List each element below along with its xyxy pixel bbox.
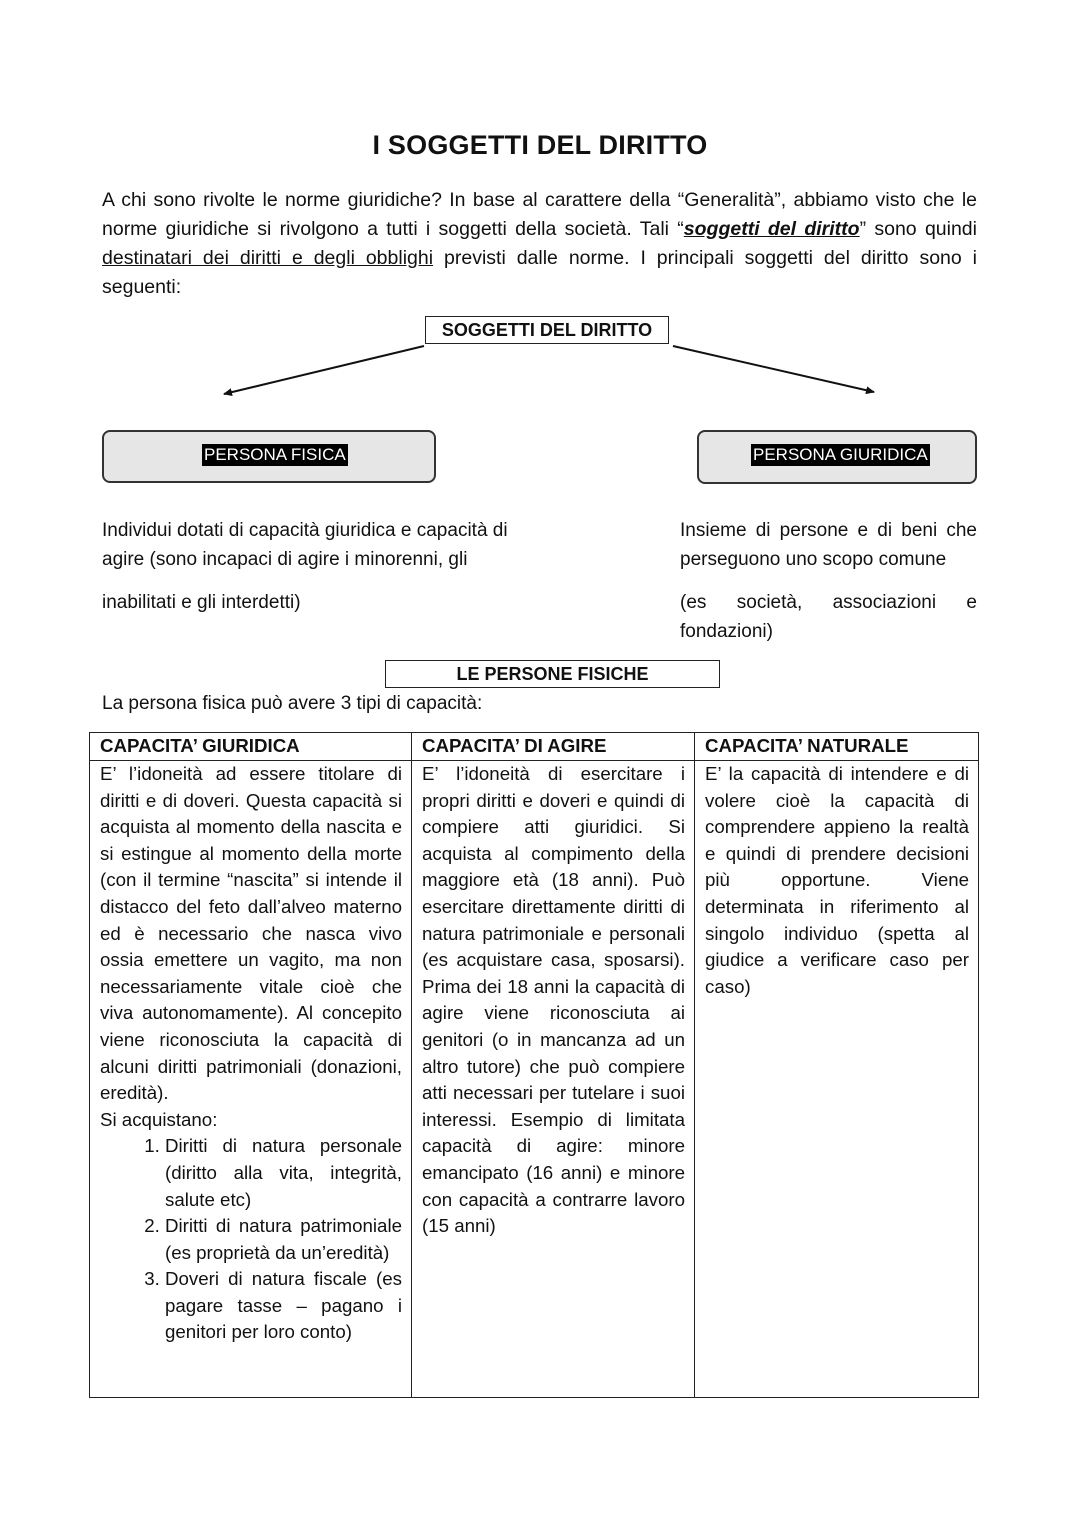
arrow-left — [224, 346, 424, 394]
intro-text-1: A chi sono rivolte le norme giuridiche? In base al carattere della “Generalità”, abbiamo visto che le norme giuridiche si rivolgono a tutti i soggetti della società. Tali “ — [102, 189, 977, 240]
persona-giuridica-desc-2: (es società, associazioni e fondazioni) — [680, 592, 977, 642]
table-row — [90, 761, 979, 1398]
cell-capacita-di-agire — [412, 761, 695, 1398]
list-item: 3. Doveri di natura fiscale (es pagare tasse – pagano i genitori per loro conto) — [165, 1266, 402, 1346]
list-item: 1. Diritti di natura personale (diritto alla vita, integrità, salute etc) — [165, 1133, 402, 1213]
section-title: LE PERSONE FISICHE — [456, 664, 649, 684]
capacita-naturale-text: E’ la capacità di intendere e di volere cioè la capacità di comprendere appieno la realtà e quindi di prendere decisioni più opportune. Viene determinata in riferimento al singolo individuo (spetta al giudice a verificare caso per caso) — [705, 763, 969, 997]
persona-giuridica-box — [697, 430, 977, 484]
table-header-row — [90, 733, 979, 761]
intro-text-3: previsti dalle norme. I principali soggetti del diritto sono i seguenti: — [102, 247, 977, 298]
header-capacita-giuridica: CAPACITA’ GIURIDICA — [90, 733, 412, 761]
page-title: I SOGGETTI DEL DIRITTO — [372, 130, 708, 160]
intro-text-2: ” sono quindi — [859, 218, 977, 240]
diagram-root-label: SOGGETTI DEL DIRITTO — [441, 320, 653, 340]
header-capacita-naturale: CAPACITA’ NATURALE — [695, 733, 979, 761]
capacita-giuridica-lead: Si acquistano: — [100, 1108, 218, 1130]
section-title-box — [385, 660, 720, 688]
section-subtitle: La persona fisica può avere 3 tipi di capacità: — [102, 693, 483, 714]
capacita-giuridica-list — [100, 1133, 402, 1346]
persona-fisica-box — [102, 430, 436, 483]
intro-emphasis: soggetti del diritto — [683, 218, 860, 240]
persona-fisica-desc-1: Individui dotati di capacità giuridica e capacità di agire (sono incapaci di agire i minorenni, gli — [102, 520, 508, 570]
capacity-table — [89, 732, 979, 1398]
cell-capacita-giuridica — [90, 761, 412, 1398]
list-item: 2. Diritti di natura patrimoniale (es proprietà da un’eredità) — [165, 1213, 402, 1266]
cell-capacita-naturale — [695, 761, 979, 1398]
diagram-arrows — [0, 0, 1080, 420]
intro-underlined: destinatari dei diritti e degli obblighi — [102, 247, 434, 269]
arrow-right — [673, 346, 874, 392]
persona-giuridica-label: PERSONA GIURIDICA — [753, 445, 928, 464]
persona-fisica-label: PERSONA FISICA — [204, 445, 346, 464]
capacita-giuridica-text: E’ l’idoneità ad essere titolare di diritti e di doveri. Questa capacità si acquista al momento della nascita e si estingue al momento della morte (con il termine “nascita” si intende il distacco del feto dall’alveo materno ed è necessario che nasca vivo ossia emettere un vagito, ma non necessariamente vitale cioè che viva autonomamente). Al concepito viene riconosciuta la capacità di alcuni diritti patrimoniali (donazioni, eredità). — [100, 763, 402, 1104]
persona-fisica-desc-2: inabilitati e gli interdetti) — [102, 592, 301, 613]
header-capacita-di-agire: CAPACITA’ DI AGIRE — [412, 733, 695, 761]
persona-giuridica-desc-1: Insieme di persone e di beni che perseguono uno scopo comune — [680, 520, 977, 570]
capacita-di-agire-text: E’ l’idoneità di esercitare i propri diritti e doveri e quindi di compiere atti giuridici. Si acquista al compimento della maggiore età (18 anni). Può esercitare direttamente diritti di natura patrimoniale e personali (es acquistare casa, sposarsi). Prima dei 18 anni la capacità di agire viene riconosciuta ai genitori (o in mancanza ad un altro tutore) che può compiere atti necessari per tutelare i suoi interessi. Esempio di limitata capacità di agire: minore emancipato (16 anni) e minore con capacità a contrarre lavoro (15 anni) — [422, 763, 685, 1237]
